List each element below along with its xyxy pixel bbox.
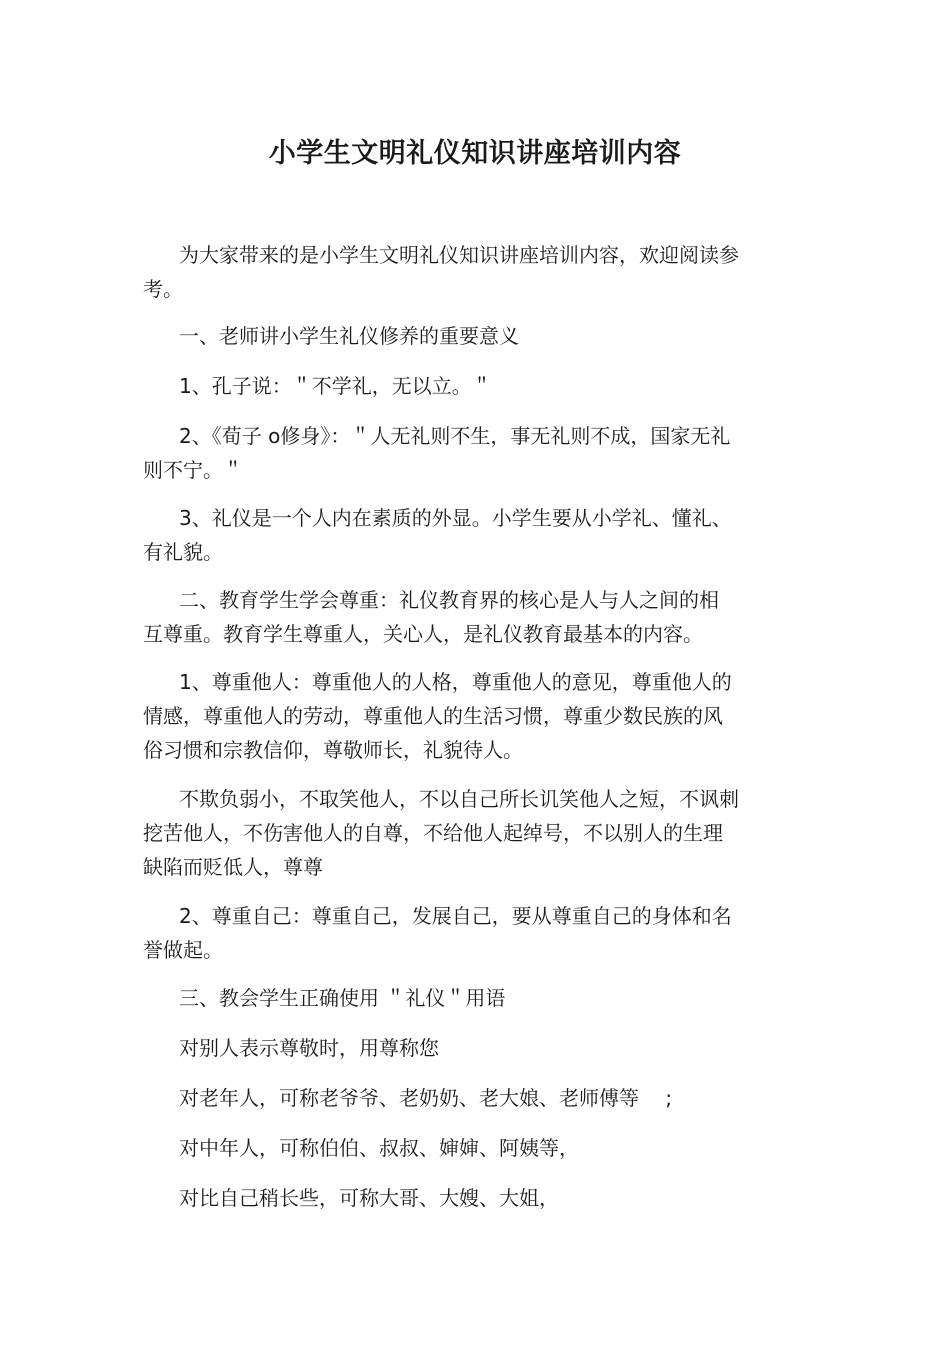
- paragraph: [143, 238, 783, 306]
- paragraph-line: 1、孔子说：＂不学礼，无以立。＂: [179, 374, 492, 398]
- paragraph: [143, 583, 783, 651]
- paragraph-line: 1、尊重他人：尊重他人的人格，尊重他人的意见，尊重他人的: [179, 670, 732, 694]
- paragraph-line: 情感，尊重他人的劳动，尊重他人的生活习惯，尊重少数民族的风: [143, 704, 723, 728]
- paragraph-line: 俗习惯和宗教信仰，尊敬师长，礼貌待人。: [143, 738, 523, 762]
- paragraph: [143, 1181, 783, 1215]
- paragraph: [143, 782, 783, 884]
- paragraph-line: 誉做起。: [143, 938, 223, 962]
- paragraph-line: 挖苦他人，不伤害他人的自尊，不给他人起绰号，不以别人的生理: [143, 821, 723, 845]
- paragraph: [143, 899, 783, 967]
- paragraph-line: 缺陷而贬低人，尊尊: [143, 855, 323, 879]
- paragraph-line: 对中年人，可称伯伯、叔叔、婶婶、阿姨等，: [179, 1136, 579, 1160]
- paragraph-line: 对比自己稍长些，可称大哥、大嫂、大姐，: [179, 1186, 559, 1210]
- paragraph-line: 考。: [143, 277, 183, 301]
- paragraph-line: 2、尊重自己：尊重自己，发展自己，要从尊重自己的身体和名: [179, 904, 732, 928]
- paragraph: [143, 981, 783, 1015]
- paragraph-line: 一、老师讲小学生礼仪修养的重要意义: [179, 324, 519, 348]
- paragraph-line: 对老年人，可称老爷爷、老奶奶、老大娘、老师傅等 ;: [179, 1086, 673, 1110]
- paragraph: [143, 665, 783, 767]
- paragraph: [143, 1081, 783, 1115]
- paragraph: [143, 1131, 783, 1165]
- paragraph-line: 不欺负弱小，不取笑他人，不以自己所长讥笑他人之短，不讽刺: [179, 787, 739, 811]
- paragraph: [143, 1031, 783, 1065]
- paragraph-line: 有礼貌。: [143, 540, 223, 564]
- document-title: 小学生文明礼仪知识讲座培训内容: [268, 138, 682, 170]
- paragraph-line: 3、礼仪是一个人内在素质的外显。小学生要从小学礼、懂礼、: [179, 506, 732, 530]
- paragraph-line: 则不宁。＂: [143, 458, 243, 482]
- paragraph-line: 对别人表示尊敬时，用尊称您: [179, 1036, 439, 1060]
- paragraph-line: 互尊重。教育学生尊重人，关心人，是礼仪教育最基本的内容。: [143, 622, 703, 646]
- paragraph: [143, 319, 783, 353]
- paragraph-line: 三、教会学生正确使用 ＂礼仪＂用语: [179, 986, 506, 1010]
- paragraph: [143, 369, 783, 403]
- paragraph: [143, 501, 783, 569]
- paragraph: [143, 419, 783, 487]
- paragraph-line: 2、《荀子 o修身》：＂人无礼则不生，事无礼则不成，国家无礼: [179, 424, 731, 448]
- paragraph-line: 二、教育学生学会尊重：礼仪教育界的核心是人与人之间的相: [179, 588, 719, 612]
- paragraph-line: 为大家带来的是小学生文明礼仪知识讲座培训内容，欢迎阅读参: [179, 243, 739, 267]
